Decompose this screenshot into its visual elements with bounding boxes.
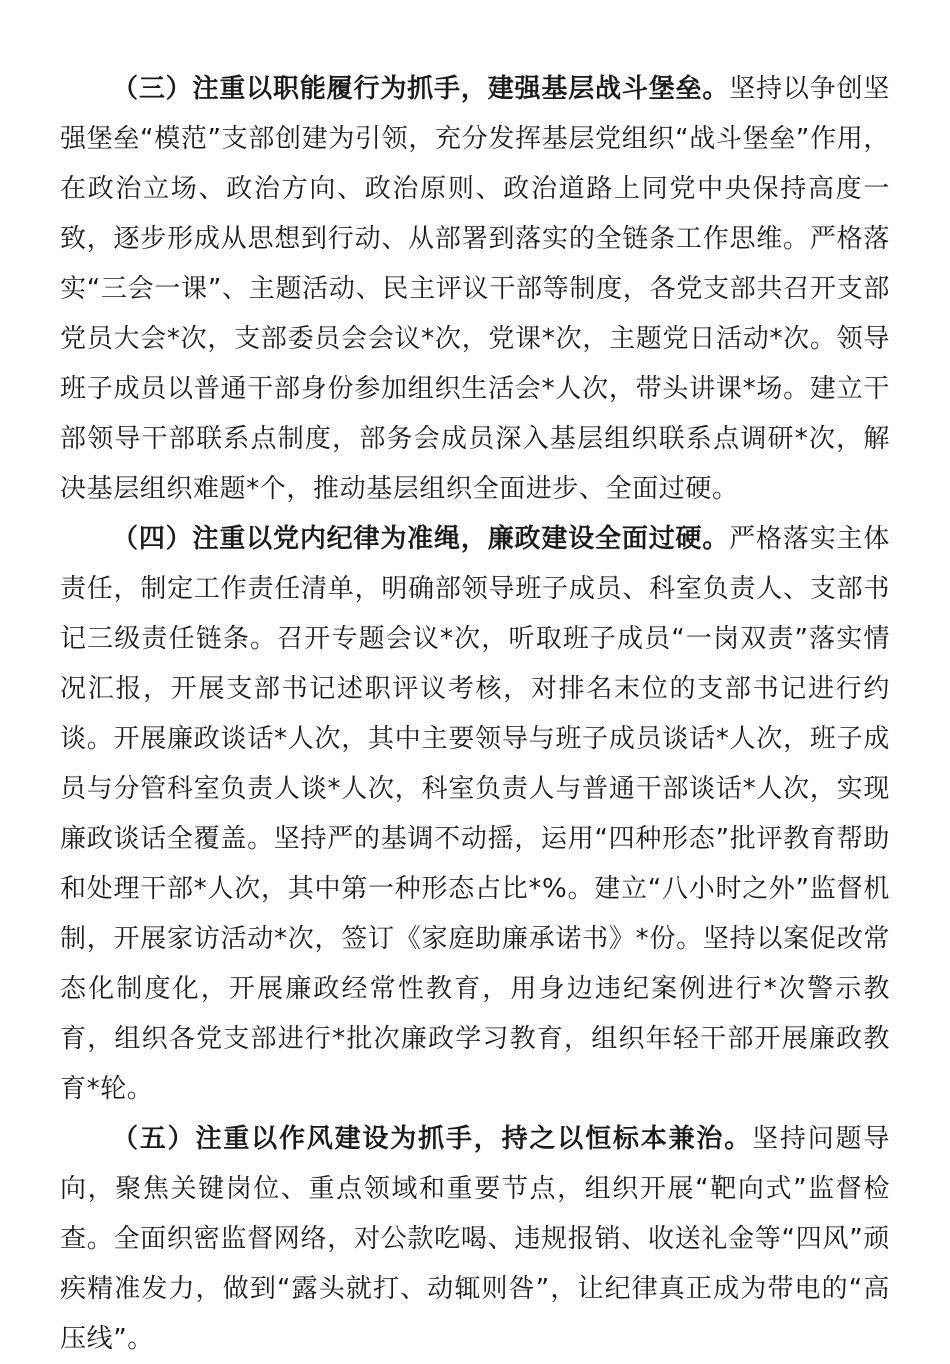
section-5-body: 坚持问题导向，聚焦关键岗位、重点领域和重要节点，组织开展“靶向式”监督检查。全面织密监督网络，对公款吃喝、违规报销、收送礼金等“四风”顽疾精准发力，做到“露头就打、动辄则咎”，让纪律真正成为带电的“高压线”。	[60, 1124, 890, 1354]
paragraph-section-5	[60, 1114, 890, 1364]
section-3-body: 坚持以争创坚强堡垒“模范”支部创建为引领，充分发挥基层党组织“战斗堡垒”作用，在政治立场、政治方向、政治原则、政治道路上同党中央保持高度一致，逐步形成从思想到行动、从部署到落实的全链条工作思维。严格落实“三会一课”、主题活动、民主评议干部等制度，各党支部共召开支部党员大会*次，支部委员会会议*次，党课*次，主题党日活动*次。领导班子成员以普通干部身份参加组织生活会*人次，带头讲课*场。建立干部领导干部联系点制度，部务会成员深入基层组织联系点调研*次，解决基层组织难题*个，推动基层组织全面进步、全面过硬。	[60, 74, 890, 504]
section-4-heading: （四）注重以党内纪律为准绳，廉政建设全面过硬。	[112, 524, 730, 554]
section-5-heading: （五）注重以作风建设为抓手，持之以恒标本兼治。	[112, 1124, 753, 1154]
section-3-heading: （三）注重以职能履行为抓手，建强基层战斗堡垒。	[112, 74, 730, 104]
section-4-body: 严格落实主体责任，制定工作责任清单，明确部领导班子成员、科室负责人、支部书记三级责任链条。召开专题会议*次，听取班子成员“一岗双责”落实情况汇报，开展支部书记述职评议考核，对排名末位的支部书记进行约谈。开展廉政谈话*人次，其中主要领导与班子成员谈话*人次，班子成员与分管科室负责人谈*人次，科室负责人与普通干部谈话*人次，实现廉政谈话全覆盖。坚持严的基调不动摇，运用“四种形态”批评教育帮助和处理干部*人次，其中第一种形态占比*%。建立“八小时之外”监督机制，开展家访活动*次，签订《家庭助廉承诺书》*份。坚持以案促改常态化制度化，开展廉政经常性教育，用身边违纪案例进行*次警示教育，组织各党支部进行*批次廉政学习教育，组织年轻干部开展廉政教育*轮。	[60, 524, 890, 1104]
document-body	[60, 64, 890, 1364]
paragraph-section-3	[60, 64, 890, 514]
paragraph-section-4	[60, 514, 890, 1114]
